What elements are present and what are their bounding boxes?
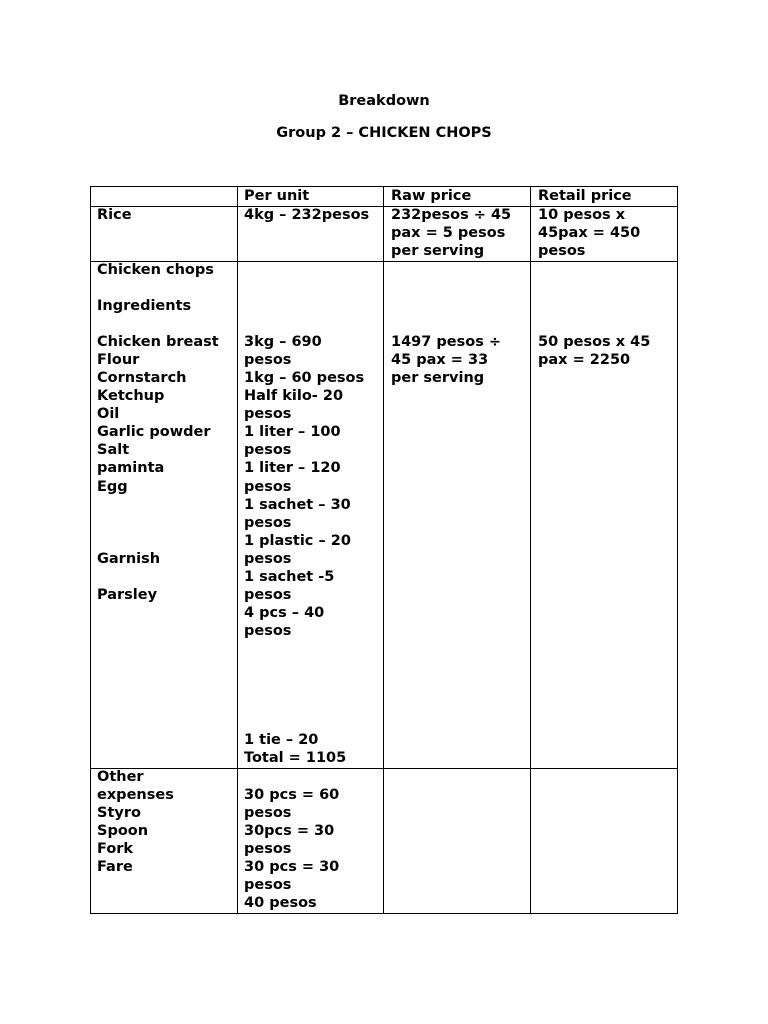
cell-item-line: paminta <box>97 460 165 476</box>
table-header-retail-price: Retail price <box>538 188 632 204</box>
cell-retail-price-line: 45pax = 450 <box>538 225 641 241</box>
cell-per-unit-line: 1 liter – 120 <box>244 460 341 476</box>
cell-per-unit-line: pesos <box>244 805 292 821</box>
cell-per-unit-line: pesos <box>244 551 292 567</box>
cell-raw-price-line: per serving <box>391 370 485 386</box>
cell-raw-price-line: 45 pax = 33 <box>391 352 489 368</box>
cell-item-line: Garnish <box>97 551 161 567</box>
cell-raw-price-line: per serving <box>391 243 485 259</box>
cell-item-line: Oil <box>97 406 120 422</box>
cell-per-unit-line: 1kg – 60 pesos <box>244 370 365 386</box>
document-title: Breakdown <box>338 93 430 109</box>
table-column-divider <box>383 186 384 914</box>
cell-raw-price-line: 232pesos ÷ 45 <box>391 207 512 223</box>
cell-per-unit-line: 3kg – 690 <box>244 334 322 350</box>
cell-item-line: Other <box>97 769 144 785</box>
cell-per-unit-line: 40 pesos <box>244 895 317 911</box>
cell-per-unit-line: 30pcs = 30 <box>244 823 335 839</box>
table-header-per-unit: Per unit <box>244 188 310 204</box>
table-border-right <box>677 186 678 914</box>
cell-per-unit-line: 30 pcs = 60 <box>244 787 340 803</box>
cell-item-line: Chicken breast <box>97 334 219 350</box>
table-border-left <box>90 186 91 914</box>
cell-retail-price-line: pax = 2250 <box>538 352 631 368</box>
cell-item-line: Salt <box>97 442 130 458</box>
document-subtitle: Group 2 – CHICKEN CHOPS <box>276 125 492 141</box>
cell-item-line: Cornstarch <box>97 370 187 386</box>
table-border-bottom <box>90 913 678 914</box>
cell-raw-price-line: pax = 5 pesos <box>391 225 506 241</box>
table-header-raw-price: Raw price <box>391 188 472 204</box>
cell-per-unit-line: 4 pcs – 40 <box>244 605 325 621</box>
cell-per-unit-line: pesos <box>244 841 292 857</box>
cell-per-unit-line: pesos <box>244 479 292 495</box>
cell-per-unit-line: pesos <box>244 623 292 639</box>
cell-per-unit-line: 4kg – 232pesos <box>244 207 370 223</box>
cell-per-unit-line: 1 sachet -5 <box>244 569 335 585</box>
table-column-divider <box>237 186 238 914</box>
cell-retail-price-line: pesos <box>538 243 586 259</box>
cell-per-unit-line: pesos <box>244 877 292 893</box>
cell-retail-price-line: 50 pesos x 45 <box>538 334 651 350</box>
cell-raw-price-line: 1497 pesos ÷ <box>391 334 502 350</box>
cell-per-unit-line: 1 liter – 100 <box>244 424 341 440</box>
cell-item-line: Ingredients <box>97 298 192 314</box>
cell-per-unit-line: Half kilo- 20 <box>244 388 344 404</box>
cell-per-unit-line: pesos <box>244 442 292 458</box>
cell-item-line: Flour <box>97 352 140 368</box>
cell-per-unit-line: Total = 1105 <box>244 750 347 766</box>
cell-item-line: Ketchup <box>97 388 165 404</box>
cell-item-line: Styro <box>97 805 141 821</box>
cell-per-unit-line: pesos <box>244 515 292 531</box>
cell-item-line: Fork <box>97 841 134 857</box>
table-row-divider <box>90 768 678 769</box>
cell-item-line: Egg <box>97 479 128 495</box>
cell-item-line: expenses <box>97 787 174 803</box>
cell-per-unit-line: pesos <box>244 587 292 603</box>
cell-item-line: Chicken chops <box>97 262 214 278</box>
cell-per-unit-line: 1 plastic – 20 <box>244 533 351 549</box>
cell-item-line: Parsley <box>97 587 158 603</box>
cell-per-unit-line: pesos <box>244 406 292 422</box>
cell-retail-price-line: 10 pesos x <box>538 207 626 223</box>
cell-per-unit-line: 1 tie – 20 <box>244 732 319 748</box>
cell-item-line: Spoon <box>97 823 149 839</box>
cell-item-line: Garlic powder <box>97 424 211 440</box>
cell-per-unit-line: pesos <box>244 352 292 368</box>
cell-item-line: Fare <box>97 859 133 875</box>
cell-per-unit-line: 1 sachet – 30 <box>244 497 351 513</box>
cell-item-line: Rice <box>97 207 132 223</box>
table-column-divider <box>530 186 531 914</box>
cell-per-unit-line: 30 pcs = 30 <box>244 859 340 875</box>
